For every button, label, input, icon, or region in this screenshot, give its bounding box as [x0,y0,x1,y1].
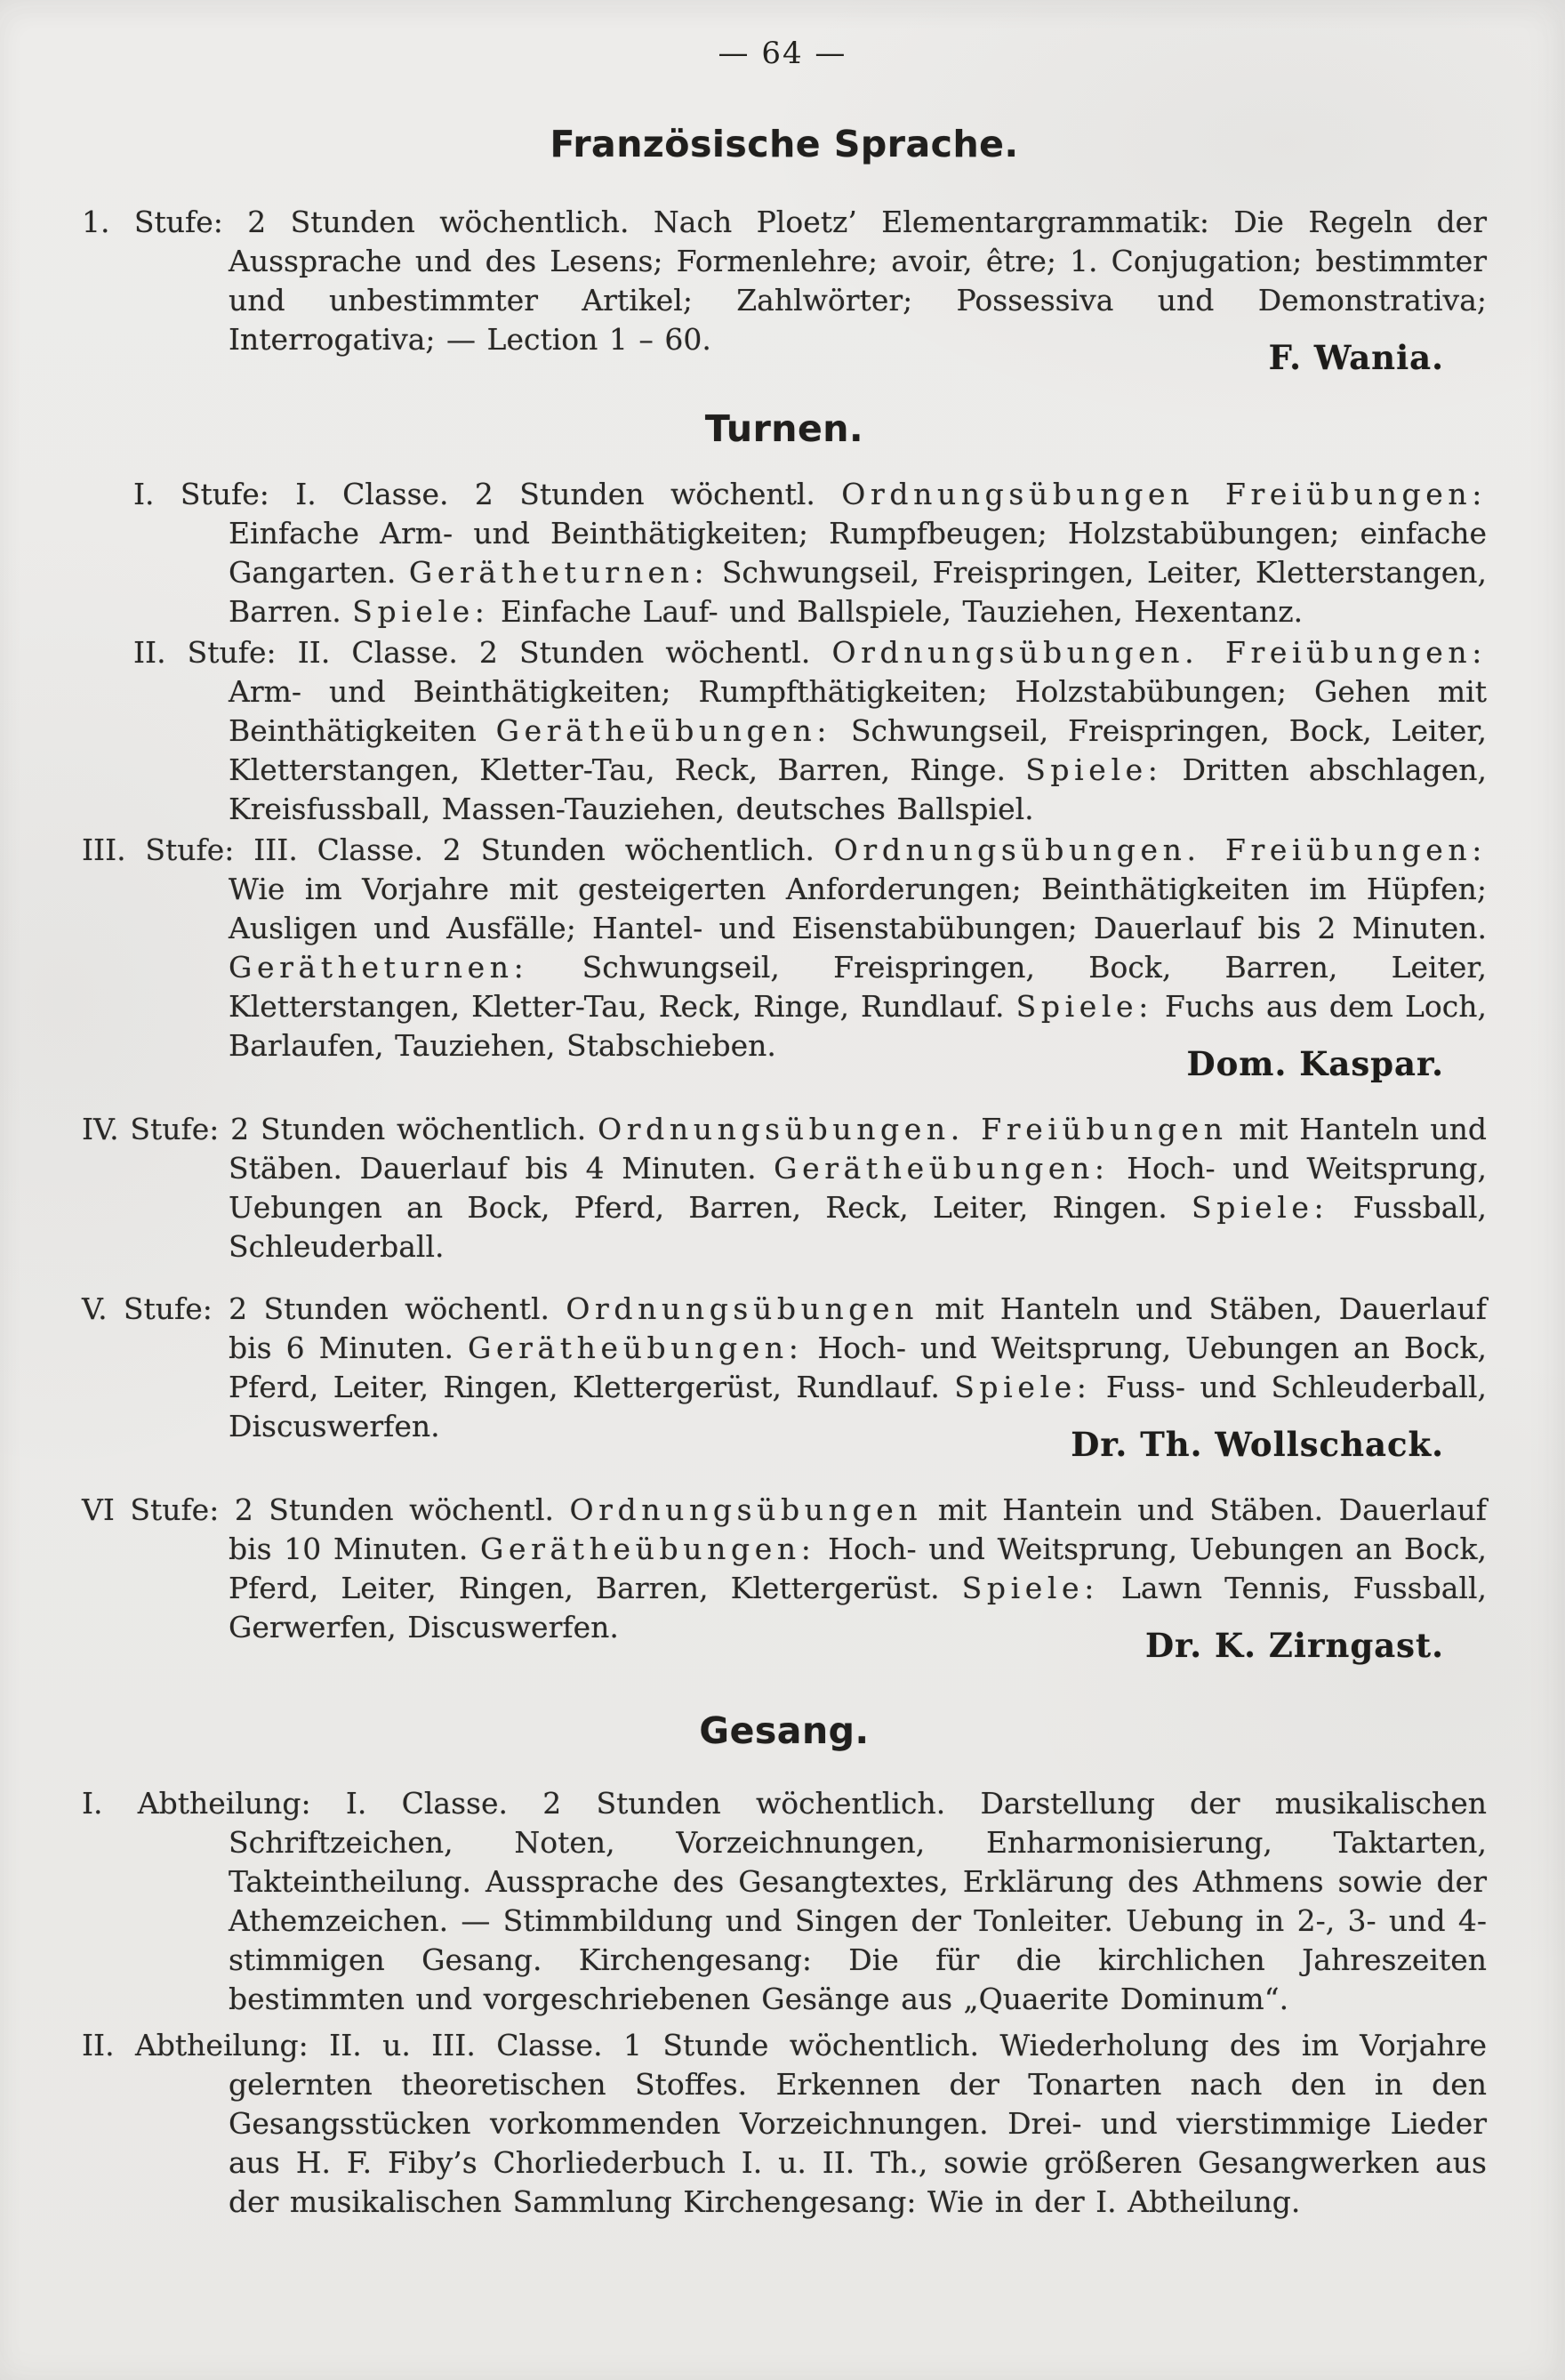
text-segment: Arm- und Beinthätigkeiten; Rumpfthätigkeiten; Holzstabübungen; Gehen mit Beinthätigkeiten [229,674,1487,748]
page-number: — 64 — [718,36,847,71]
text-segment: Fuchs aus dem Loch, Barlaufen, Tauziehen, Stabschieben. [229,989,1487,1063]
curriculum-item-turnen-v-stufe [82,1290,1487,1446]
section-title-franzoesische-sprache: Französische Sprache. [550,123,1019,165]
text-segment: Einfache Arm- und Beinthätigkeiten; Rumpfbeugen; Holzstabübungen; einfache Gangarten. [229,516,1487,590]
text-segment: Schwungseil, Freispringen, Leiter, Kletterstangen, Barren. [229,555,1487,629]
curriculum-item-turnen-iii-stufe [82,831,1487,1065]
teacher-signature: Dr. K. Zirngast. [1145,1626,1444,1665]
text-segment: mit Hantein und Stäben. Dauerlauf bis 10 Minuten. [229,1492,1487,1566]
curriculum-item-turnen-ii-stufe [82,633,1487,829]
curriculum-item-gesang-ii-abtheilung [82,2026,1487,2222]
text-segment: III. Classe. 2 Stunden wöchentlich. [234,832,834,867]
text-segment: mit Hanteln und Stäben, Dauerlauf bis 6 Minuten. [229,1291,1487,1365]
text-segment: mit Hanteln und Stäben. Dauerlauf bis 4 Minuten. [229,1112,1488,1186]
text-segment-spaced: Ordnungsübungen [569,1492,923,1527]
item-label: V. Stufe: [82,1291,213,1326]
curriculum-item-turnen-iv-stufe [82,1110,1487,1266]
curriculum-item-turnen-i-stufe [82,475,1487,631]
text-segment: 2 Stunden wöchentlich. [219,1112,598,1146]
text-segment: 2 Stunden wöchentl. [219,1492,570,1527]
text-segment-spaced: Gerätheturnen: [229,950,529,985]
section-title-turnen: Turnen. [704,407,864,450]
text-segment-spaced: Ordnungsübungen Freiübungen: [841,477,1487,511]
text-segment: I. Classe. 2 Stunden wöchentlich. Darstellung der musikalischen Schriftzeichen, Noten, Vorzeichnungen, Enharmonisierung, Taktarten, Takteintheilung. Aussprache des Gesangtextes, Erklärung des Athmens sowie der Athemzeichen. — Stimmbildung und Singen der Tonleiter. Uebung in 2-, 3- und 4-stimmigen Gesang. Kirchengesang: Die für die kirchlichen Jahreszeiten bestimmten und vorgeschriebenen Gesänge aus „Quaerite Dominum“. [229,1786,1487,2016]
item-label: VI Stufe: [82,1492,220,1527]
text-segment: II. Classe. 2 Stunden wöchentl. [276,635,832,670]
text-segment: 2 Stunden wöchentl. [212,1291,566,1326]
text-segment: Dritten abschlagen, Kreisfussball, Massen-Tauziehen, deutsches Ballspiel. [229,752,1487,826]
text-segment: Lawn Tennis, Fussball, Gerwerfen, Discuswerfen. [229,1571,1487,1644]
item-label: 1. Stufe: [82,205,223,239]
text-segment: 2 Stunden wöchentlich. Nach Ploetz’ Elementargrammatik: Die Regeln der Aussprache und des Lesens; Formenlehre; avoir, être; 1. Conjugation; bestimmter und unbestimmter Artikel; Zahlwörter; Possessiva und Demonstrativa; Interrogativa; — Lection 1 – 60. [222,205,1487,357]
text-segment-spaced: Gerätheübungen: [467,1331,804,1365]
text-segment-spaced: Spiele: [1025,752,1163,787]
text-segment: Schwungseil, Freispringen, Bock, Leiter, Kletterstangen, Kletter-Tau, Reck, Barren, Ringe. [229,713,1487,787]
item-label: II. Abtheilung: [82,2028,309,2062]
curriculum-item-french-1-stufe [82,203,1487,359]
text-segment-spaced: Spiele: [954,1370,1092,1404]
text-segment: Einfache Lauf- und Ballspiele, Tauziehen, Hexentanz. [489,594,1304,629]
text-segment: Fuss- und Schleuderball, Discuswerfen. [229,1370,1488,1443]
text-segment: II. u. III. Classe. 1 Stunde wöchentlich. Wiederholung des im Vorjahre gelernten theoretischen Stoffes. Erkennen der Tonarten nach den in den Gesangsstücken vorkommenden Vorzeichnungen. Drei- und vierstimmige Lieder aus H. F. Fiby’s Chorliederbuch I. u. II. Th., sowie größeren Gesangwerken aus der musikalischen Sammlung Kirchengesang: Wie in der I. Abtheilung. [229,2028,1487,2219]
text-segment-spaced: Ordnungsübungen. Freiübungen: [833,832,1487,867]
text-segment: Wie im Vorjahre mit gesteigerten Anforderungen; Beinthätigkeiten im Hüpfen; Ausligen und Ausfälle; Hantel- und Eisenstabübungen; Dauerlauf bis 2 Minuten. [229,872,1487,945]
text-segment: Schwungseil, Freispringen, Bock, Barren, Leiter, Kletterstangen, Kletter-Tau, Reck, Ringe, Rundlauf. [229,950,1487,1024]
text-segment-spaced: Gerätheübungen: [479,1532,816,1566]
text-segment-spaced: Ordnungsübungen. Freiübungen: [831,635,1487,670]
text-segment-spaced: Ordnungsübungen [566,1291,919,1326]
teacher-signature: F. Wania. [1268,338,1444,377]
text-segment-spaced: Spiele: [1015,989,1153,1024]
item-label: IV. Stufe: [82,1112,220,1146]
text-segment-spaced: Spiele: [352,594,490,629]
text-segment-spaced: Spiele: [961,1571,1099,1605]
teacher-signature: Dr. Th. Wollschack. [1071,1425,1444,1464]
page-content [82,123,1487,2222]
curriculum-item-gesang-i-abtheilung [82,1784,1487,2019]
text-segment: I. Classe. 2 Stunden wöchentl. [269,477,842,511]
text-segment: Hoch- und Weitsprung, Uebungen an Bock, Pferd, Barren, Reck, Leiter, Ringen. [229,1151,1487,1225]
text-segment-spaced: Ordnungsübungen. Freiübungen [598,1112,1228,1146]
text-segment-spaced: Gerätheübungen: [495,713,832,748]
item-label: I. Stufe: [133,477,269,511]
section-title-gesang: Gesang. [699,1709,870,1752]
text-segment: Hoch- und Weitsprung, Uebungen an Bock, Pferd, Leiter, Ringen, Barren, Klettergerüst. [229,1532,1487,1605]
item-label: III. Stufe: [82,832,235,867]
teacher-signature: Dom. Kaspar. [1186,1044,1444,1083]
text-segment-spaced: Gerätheübungen: [774,1151,1110,1186]
text-segment: Hoch- und Weitsprung, Uebungen an Bock, Pferd, Leiter, Ringen, Klettergerüst, Rundlauf. [229,1331,1487,1404]
item-label: II. Stufe: [133,635,277,670]
text-segment: Fussball, Schleuderball. [229,1190,1487,1264]
item-label: I. Abtheilung: [82,1786,311,1821]
text-segment-spaced: Gerätheturnen: [408,555,710,590]
curriculum-item-turnen-vi-stufe [82,1491,1487,1647]
text-segment-spaced: Spiele: [1192,1190,1329,1225]
